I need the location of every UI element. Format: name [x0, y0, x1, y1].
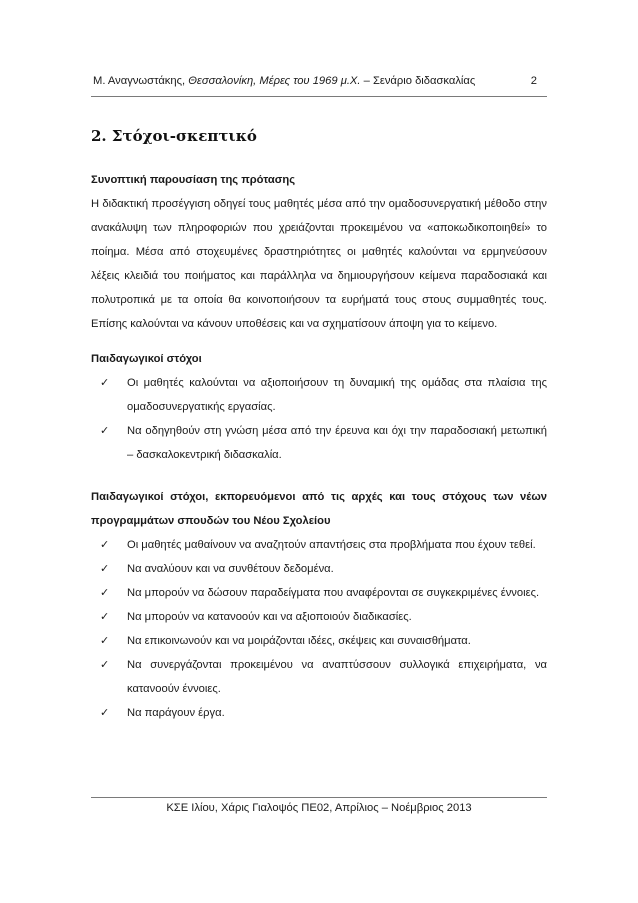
list-item: ✓ Να παράγουν έργα.	[91, 701, 547, 725]
list-item: ✓ Να μπορούν να κατανοούν και να αξιοποιούν διαδικασίες.	[91, 605, 547, 629]
footer-divider	[91, 797, 547, 798]
checkmark-icon: ✓	[100, 659, 110, 671]
page-number: 2	[530, 75, 537, 87]
checkmark-icon: ✓	[100, 425, 110, 437]
list-item: ✓ Να επικοινωνούν και να μοιράζονται ιδέες, σκέψεις και συναισθήματα.	[91, 629, 547, 653]
header-work-title: Θεσσαλονίκη, Μέρες του 1969 μ.Χ.	[188, 75, 361, 87]
pedagogical-goals-list	[91, 371, 547, 467]
header-subtitle: – Σενάριο διδασκαλίας	[360, 75, 476, 87]
checkmark-icon: ✓	[100, 377, 110, 389]
summary-paragraph: Η διδακτική προσέγγιση οδηγεί τους μαθητές μέσα από την ομαδοσυνεργατική μέθοδο στην ανακάλυψη των πληροφοριών που χρειάζονται προκειμένου να «αποκωδικοποιηθεί» το ποίημα. Μέσα από στοχευμένες δραστηριότητες οι μαθητές καλούνται να ερμηνεύσουν λέξεις κλειδιά του ποιήματος και παράλληλα να δημιουργήσουν κείμενα παραδοσιακά και πολυτροπικά με τα οποία θα κοινοποιήσουν τα ευρήματά τους στους συμμαθητές τους. Επίσης καλούνται να κάνουν υποθέσεις και να σχηματίσουν άποψη για το κείμενο.	[91, 198, 547, 330]
list-item: ✓ Να αναλύουν και να συνθέτουν δεδομένα.	[91, 557, 547, 581]
section-title: 2. Στόχοι-σκεπτικό	[91, 127, 257, 145]
new-school-goals-list	[91, 533, 547, 725]
page-footer: ΚΣΕ Ιλίου, Χάρις Γιαλοψός ΠΕ02, Απρίλιος – Νοέμβριος 2013	[166, 802, 472, 814]
checkmark-icon: ✓	[100, 539, 110, 551]
checkmark-icon: ✓	[100, 635, 110, 647]
page-header	[91, 73, 547, 89]
list-item: ✓ Οι μαθητές μαθαίνουν να αναζητούν απαντήσεις στα προβλήματα που έχουν τεθεί.	[91, 533, 547, 557]
header-line	[93, 73, 475, 89]
list-item: ✓ Να συνεργάζονται προκειμένου να αναπτύσσουν συλλογικά επιχειρήματα, να κατανοούν έννοιες.	[91, 653, 547, 701]
page-body	[91, 125, 547, 725]
checkmark-icon: ✓	[100, 611, 110, 623]
pedagogical-goals-heading: Παιδαγωγικοί στόχοι	[91, 353, 202, 365]
checkmark-icon: ✓	[100, 707, 110, 719]
checkmark-icon: ✓	[100, 563, 110, 575]
new-school-goals-heading: Παιδαγωγικοί στόχοι, εκπορευόμενοι από τις αρχές και τους στόχους των νέων προγραμμάτων σπουδών του Νέου Σχολείου	[91, 491, 547, 527]
summary-heading: Συνοπτική παρουσίαση της πρότασης	[91, 174, 296, 186]
list-item: ✓ Οι μαθητές καλούνται να αξιοποιήσουν τη δυναμική της ομάδας στα πλαίσια της ομαδοσυνεργατικής εργασίας.	[91, 371, 547, 419]
checkmark-icon: ✓	[100, 587, 110, 599]
list-item: ✓ Να μπορούν να δώσουν παραδείγματα που αναφέρονται σε συγκεκριμένες έννοιες.	[91, 581, 547, 605]
list-item: ✓ Να οδηγηθούν στη γνώση μέσα από την έρευνα και όχι την παραδοσιακή μετωπική – δασκαλοκεντρική διδασκαλία.	[91, 419, 547, 467]
header-author: Μ. Αναγνωστάκης,	[93, 75, 189, 87]
header-divider	[91, 96, 547, 97]
